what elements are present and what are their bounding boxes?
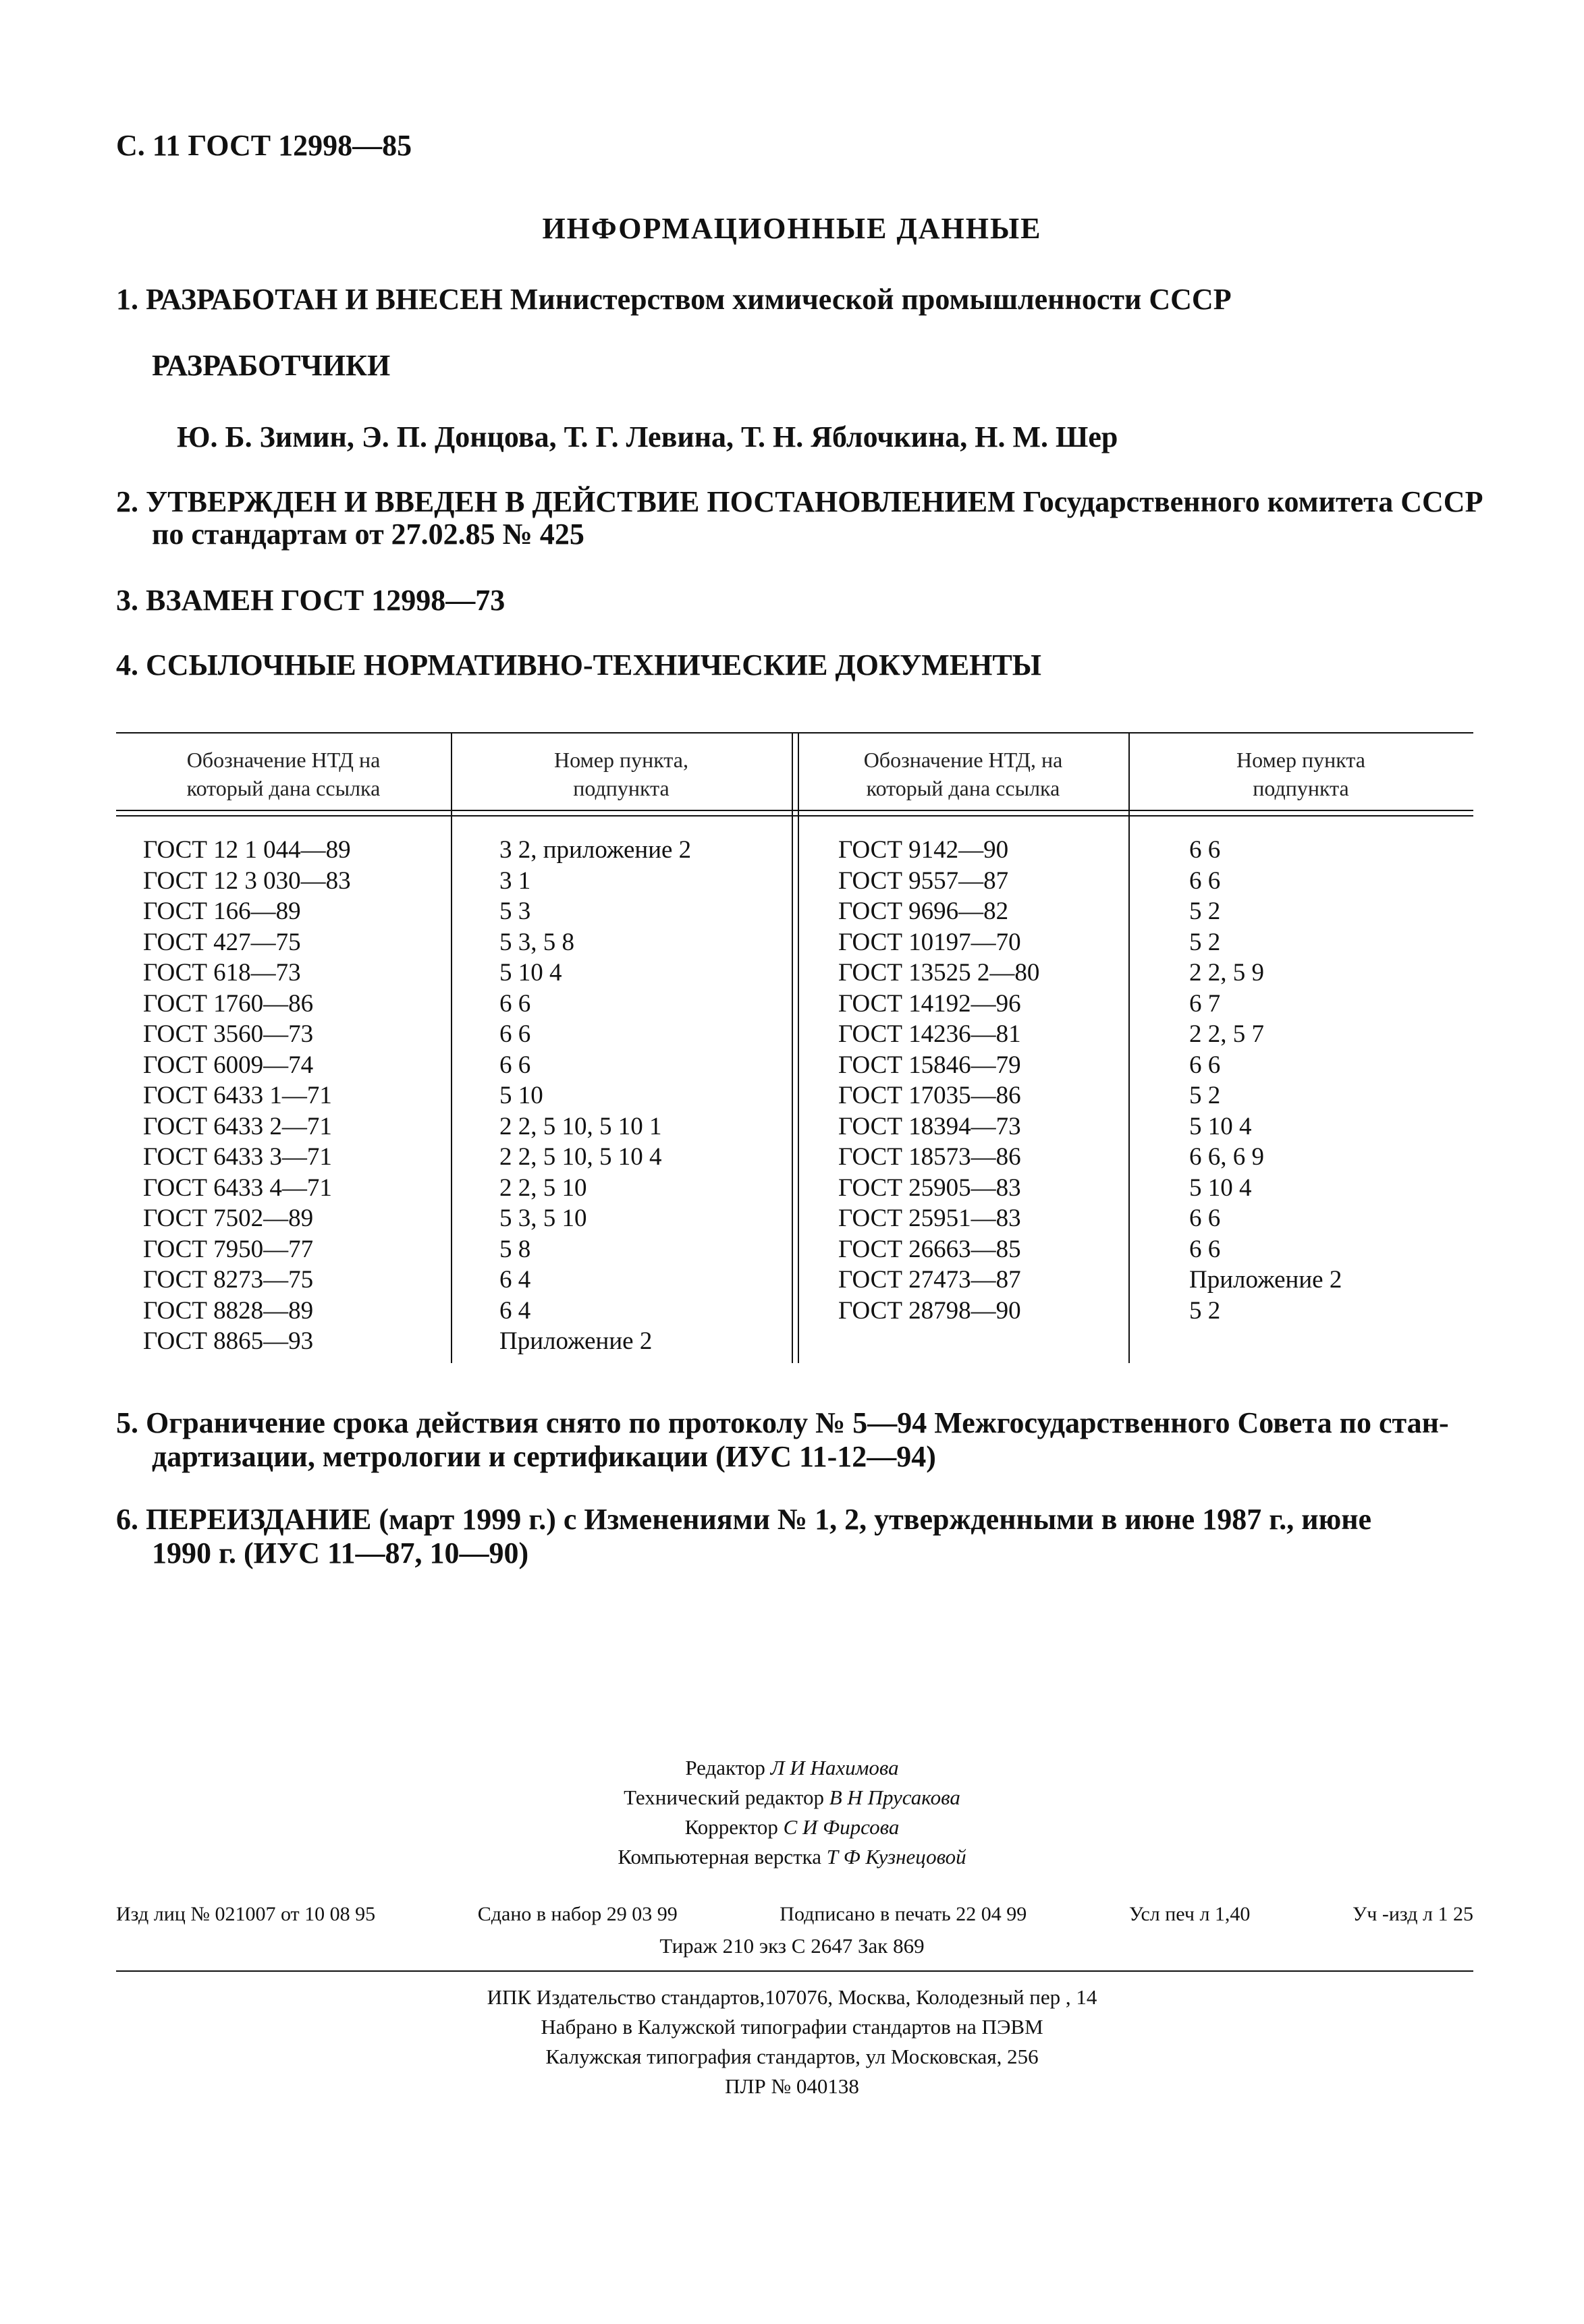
table-divider-2b — [798, 732, 799, 1363]
section-2-text: Государственного комитета СССР — [1015, 485, 1483, 518]
section-1-heading: РАЗРАБОТАН И ВНЕСЕН — [146, 283, 503, 316]
imprint-divider — [116, 1970, 1473, 1972]
section-6-line1: ПЕРЕИЗДАНИЕ (март 1999 г.) с Изменениями № 1, 2, утвержденными в июне 1987 г., июне — [146, 1503, 1372, 1536]
section-4 — [116, 648, 1041, 682]
table-cell-item: 2 2, 5 7 — [1189, 1020, 1264, 1048]
section-2 — [116, 485, 1483, 519]
table-cell-doc: ГОСТ 8828—89 — [143, 1296, 314, 1325]
credit-editor — [0, 1753, 1584, 1783]
table-cell-item: 6 6 — [499, 1020, 531, 1048]
table-header-doc-right-line1: Обозначение НТД, на — [863, 748, 1063, 772]
table-cell-doc: ГОСТ 9557—87 — [838, 866, 1009, 895]
developers-title: РАЗРАБОТЧИКИ — [152, 349, 391, 382]
table-cell-doc: ГОСТ 6433 2—71 — [143, 1112, 332, 1140]
table-cell-item: Приложение 2 — [1189, 1266, 1342, 1294]
table-divider-1 — [451, 732, 452, 1363]
table-cell-item: 3 1 — [499, 866, 531, 895]
table-column-doc-right — [838, 835, 1039, 1326]
table-cell-doc: ГОСТ 8273—75 — [143, 1266, 314, 1294]
pub-publishing-sheets: Уч -изд л 1 25 — [1353, 1903, 1473, 1925]
section-6 — [116, 1502, 1371, 1537]
table-cell-doc: ГОСТ 166—89 — [143, 897, 301, 925]
table-header-doc-right-line2: который дана ссылка — [866, 776, 1060, 800]
table-cell-doc: ГОСТ 1760—86 — [143, 989, 314, 1018]
table-cell-item: 2 2, 5 10, 5 10 1 — [499, 1112, 662, 1140]
table-cell-doc: ГОСТ 17035—86 — [838, 1082, 1021, 1109]
credit-tech-editor-role: Технический редактор — [624, 1786, 824, 1809]
imprint-publisher — [0, 1983, 1584, 2101]
table-cell-item: 5 2 — [1189, 928, 1221, 956]
table-header-item-right-line1: Номер пункта — [1236, 748, 1365, 772]
table-cell-doc: ГОСТ 9696—82 — [838, 897, 1009, 925]
table-cell-item: 6 7 — [1189, 989, 1221, 1018]
publisher-address: ИПК Издательство стандартов,107076, Москва, Колодезный пер , 14 — [487, 1985, 1097, 2009]
table-cell-doc: ГОСТ 6433 4—71 — [143, 1173, 332, 1202]
pub-typeset-date: Сдано в набор 29 03 99 — [477, 1903, 678, 1925]
section-1-text: Министерством химической промышленности СССР — [502, 283, 1232, 316]
section-5-number: 5. — [116, 1406, 138, 1439]
credit-corrector-name: С И Фирсова — [783, 1815, 900, 1839]
developers-list: Ю. Б. Зимин, Э. П. Донцова, Т. Г. Левина, Т. Н. Яблочкина, Н. М. Шер — [177, 420, 1118, 453]
table-cell-doc: ГОСТ 427—75 — [143, 928, 301, 956]
table-column-doc-left — [143, 835, 351, 1357]
table-cell-item: 6 6 — [1189, 866, 1221, 895]
table-cell-doc: ГОСТ 9142—90 — [838, 836, 1009, 864]
table-cell-doc: ГОСТ 6009—74 — [143, 1051, 314, 1079]
section-5 — [116, 1406, 1449, 1440]
table-cell-item: 5 10 4 — [1189, 1173, 1252, 1202]
table-header-item-left-line1: Номер пункта, — [554, 748, 688, 772]
table-cell-item: 6 6 — [499, 989, 531, 1018]
plr-number: ПЛР № 040138 — [725, 2074, 859, 2098]
table-cell-item: 2 2, 5 10, 5 10 4 — [499, 1143, 662, 1171]
table-column-item-left — [499, 835, 691, 1357]
imprint-credits — [0, 1753, 1584, 1872]
table-cell-item: 6 6, 6 9 — [1189, 1143, 1264, 1171]
table-cell-doc: ГОСТ 7502—89 — [143, 1205, 314, 1232]
table-cell-doc: ГОСТ 25951—83 — [838, 1205, 1021, 1232]
table-cell-item: 6 6 — [499, 1051, 531, 1079]
table-divider-3 — [1128, 732, 1130, 1363]
table-header-item-left — [451, 746, 792, 802]
page-header: С. 11 ГОСТ 12998—85 — [116, 129, 412, 162]
table-cell-doc: ГОСТ 3560—73 — [143, 1020, 314, 1048]
table-header-item-left-line2: подпункта — [573, 776, 670, 800]
section-4-number: 4. — [116, 648, 138, 682]
table-cell-item: 5 10 4 — [499, 959, 562, 987]
section-5-line2: дартизации, метрологии и сертификации (ИУС 11-12—94) — [152, 1440, 936, 1473]
table-cell-doc: ГОСТ 6433 1—71 — [143, 1082, 332, 1109]
section-3-text: ВЗАМЕН ГОСТ 12998—73 — [146, 584, 506, 617]
pub-printed-sheets: Усл печ л 1,40 — [1128, 1903, 1251, 1925]
table-cell-doc: ГОСТ 14192—96 — [838, 989, 1021, 1018]
table-header-doc-left-line2: который дана ссылка — [186, 776, 381, 800]
table-header-doc-left — [116, 746, 451, 802]
credit-layout-name: Т Ф Кузнецовой — [826, 1845, 966, 1869]
table-cell-item: 5 3, 5 8 — [499, 928, 574, 956]
pub-run: Тираж 210 экз С 2647 Зак 869 — [659, 1934, 925, 1958]
typeset-note: Набрано в Калужской типографии стандартов на ПЭВМ — [541, 2015, 1043, 2039]
section-2-heading: УТВЕРЖДЕН И ВВЕДЕН В ДЕЙСТВИЕ ПОСТАНОВЛЕНИЕМ — [146, 485, 1016, 518]
table-cell-item: 5 10 — [499, 1082, 543, 1109]
table-cell-doc: ГОСТ 6433 3—71 — [143, 1143, 332, 1171]
credit-layout — [0, 1842, 1584, 1872]
pub-license: Изд лиц № 021007 от 10 08 95 — [116, 1903, 376, 1925]
table-cell-item: 6 4 — [499, 1266, 531, 1294]
section-2-number: 2. — [116, 485, 138, 518]
table-cell-item: 6 6 — [1189, 1235, 1221, 1263]
table-cell-item: 5 2 — [1189, 897, 1221, 925]
table-cell-item: 5 8 — [499, 1235, 531, 1263]
table-cell-doc: ГОСТ 26663—85 — [838, 1235, 1021, 1263]
section-6-line2: 1990 г. (ИУС 11—87, 10—90) — [152, 1537, 529, 1570]
table-top-rule — [116, 732, 1473, 734]
section-3 — [116, 583, 505, 617]
table-header-rule-1 — [116, 810, 1473, 811]
table-cell-doc: ГОСТ 18573—86 — [838, 1143, 1021, 1171]
table-header-rule-2 — [116, 815, 1473, 817]
table-cell-item: 2 2, 5 9 — [1189, 959, 1264, 987]
table-cell-item: 6 6 — [1189, 1205, 1221, 1232]
page-title: ИНФОРМАЦИОННЫЕ ДАННЫЕ — [542, 212, 1042, 245]
table-cell-item: 3 2, приложение 2 — [499, 836, 692, 864]
table-cell-item: 5 3 — [499, 897, 531, 925]
pub-print-date: Подписано в печать 22 04 99 — [780, 1903, 1027, 1925]
table-cell-doc: ГОСТ 12 1 044—89 — [143, 836, 351, 864]
credit-corrector-role: Корректор — [684, 1815, 778, 1839]
section-6-number: 6. — [116, 1503, 138, 1536]
table-cell-doc: ГОСТ 12 3 030—83 — [143, 866, 351, 895]
table-header-doc-right — [798, 746, 1128, 802]
table-header-item-right-line2: подпункта — [1253, 776, 1349, 800]
table-divider-2a — [792, 732, 793, 1363]
table-cell-doc: ГОСТ 18394—73 — [838, 1112, 1021, 1140]
table-cell-doc: ГОСТ 13525 2—80 — [838, 959, 1040, 987]
credit-tech-editor — [0, 1783, 1584, 1813]
table-cell-item: 6 6 — [1189, 1051, 1221, 1079]
table-cell-item: 5 2 — [1189, 1296, 1221, 1325]
printer-address: Калужская типография стандартов, ул Московская, 256 — [545, 2045, 1039, 2068]
table-cell-doc: ГОСТ 15846—79 — [838, 1051, 1021, 1079]
section-3-number: 3. — [116, 584, 138, 617]
table-cell-item: 5 2 — [1189, 1082, 1221, 1109]
credit-editor-name: Л И Нахимова — [770, 1756, 899, 1779]
table-cell-item: 5 3, 5 10 — [499, 1205, 587, 1232]
section-2-line2: по стандартам от 27.02.85 № 425 — [152, 518, 584, 551]
table-cell-item: Приложение 2 — [499, 1327, 653, 1355]
table-cell-doc: ГОСТ 25905—83 — [838, 1173, 1021, 1202]
table-cell-doc: ГОСТ 10197—70 — [838, 928, 1021, 956]
publication-details — [116, 1903, 1473, 1926]
table-cell-item: 6 6 — [1189, 836, 1221, 864]
section-1 — [116, 282, 1232, 316]
table-cell-doc: ГОСТ 7950—77 — [143, 1235, 314, 1263]
references-table — [116, 732, 1473, 1363]
section-1-number: 1. — [116, 283, 138, 316]
table-cell-doc: ГОСТ 28798—90 — [838, 1296, 1021, 1325]
credit-corrector — [0, 1813, 1584, 1842]
section-4-text: ССЫЛОЧНЫЕ НОРМАТИВНО-ТЕХНИЧЕСКИЕ ДОКУМЕНТЫ — [146, 648, 1041, 682]
table-cell-doc: ГОСТ 8865—93 — [143, 1327, 314, 1355]
table-cell-item: 5 10 4 — [1189, 1112, 1252, 1140]
credit-editor-role: Редактор — [685, 1756, 765, 1779]
table-cell-item: 6 4 — [499, 1296, 531, 1325]
credit-layout-role: Компьютерная верстка — [618, 1845, 821, 1869]
credit-tech-editor-name: В Н Прусакова — [829, 1786, 960, 1809]
table-cell-doc: ГОСТ 618—73 — [143, 959, 301, 987]
table-header-doc-left-line1: Обозначение НТД на — [186, 748, 381, 772]
table-cell-doc: ГОСТ 14236—81 — [838, 1020, 1021, 1048]
section-5-line1: Ограничение срока действия снято по протоколу № 5—94 Межгосударственного Совета по стан- — [146, 1406, 1449, 1439]
table-cell-item: 2 2, 5 10 — [499, 1173, 587, 1202]
table-cell-doc: ГОСТ 27473—87 — [838, 1266, 1021, 1294]
table-header-item-right — [1128, 746, 1473, 802]
table-column-item-right — [1189, 835, 1342, 1326]
